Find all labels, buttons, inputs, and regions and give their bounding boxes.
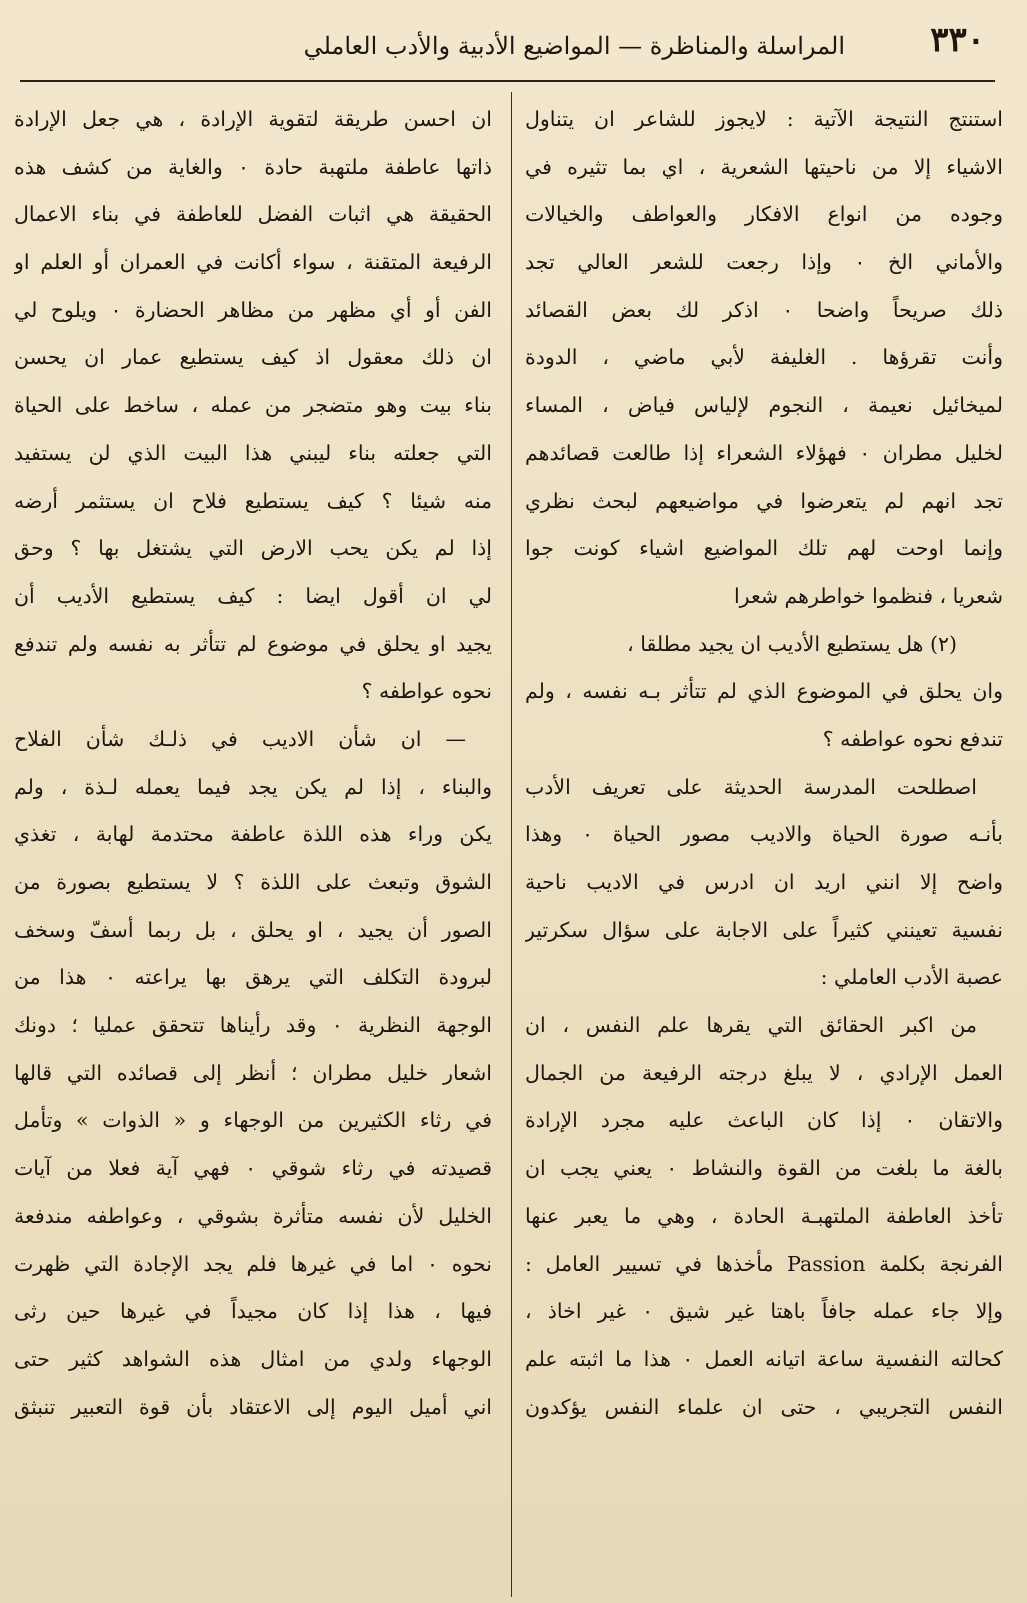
text-line: الاشياء إلا من ناحيتها الشعرية ، اي بما تثيره في bbox=[525, 154, 1003, 179]
text-line: وأنت تقرؤها . الغليفة لأبي ماضي ، الدودة bbox=[525, 345, 1003, 370]
text-line: ان ذلك معقول اذ كيف يستطيع عمار ان يحسن bbox=[14, 345, 492, 370]
text-line: نحوه ٠ اما في غيرها فلم يجد الإجادة التي ظهرت bbox=[14, 1251, 492, 1276]
page-number: ٣٣٠ bbox=[930, 20, 985, 60]
text-line: الرفيعة المتقنة ، سواء أكانت في العمران أو العلم او bbox=[14, 250, 492, 275]
text-line: الخليل لأن نفسه متأثرة بشوقي ، وعواطفه مندفعة bbox=[14, 1203, 492, 1228]
text-line: الشوق وتبعث على اللذة ؟ لا يستطيع بصورة من bbox=[14, 870, 492, 894]
text-line: نفسية تعينني كثيراً على الاجابة على سؤال سكرتير bbox=[525, 917, 1003, 942]
column-divider bbox=[511, 92, 512, 1597]
text-line: — ان شأن الاديب في ذلـك شأن الفلاح bbox=[14, 726, 466, 751]
text-line: نحوه عواطفه ؟ bbox=[361, 679, 492, 704]
text-line: الحقيقة هي اثبات الفضل للعاطفة في بناء الاعمال bbox=[14, 202, 492, 227]
left-column bbox=[14, 96, 492, 1431]
text-line: النفس التجريبي ، حتى ان علماء النفس يؤكدون bbox=[525, 1394, 1003, 1419]
text-line: ان احسن طريقة لتقوية الإرادة ، هي جعل الإرادة bbox=[14, 107, 492, 131]
text-line: يجيد او يحلق في موضوع لم تتأثر به نفسه ولم تندفع bbox=[14, 631, 492, 656]
text-line: الوجهاء ولدي من امثال هذه الشواهد كثير حتى bbox=[14, 1346, 492, 1371]
page-header bbox=[20, 18, 995, 78]
text-line: عصبة الأدب العاملي : bbox=[820, 965, 1003, 990]
text-line: والبناء ، إذا لم يكن يجد فيما يعمله لـذة ، ولم bbox=[14, 774, 492, 799]
text-line: ذاتها عاطفة ملتهبة حادة ٠ والغاية من كشف هذه bbox=[14, 154, 492, 179]
question-heading: (٢) هل يستطيع الأديب ان يجيد مطلقا ، bbox=[627, 631, 957, 656]
text-line: الصور أن يجيد ، او يحلق ، بل ربما أسفّ وسخف bbox=[14, 917, 492, 942]
text-line: والاتقان ٠ إذا كان الباعث عليه مجرد الإرادة bbox=[525, 1108, 1003, 1133]
text-line: قصيدته في رثاء شوقي ٠ فهي آية فعلا من آيات bbox=[14, 1156, 492, 1181]
text-line: يكن وراء هذه اللذة عاطفة محتدمة لهابة ، تغذي bbox=[14, 822, 492, 847]
text-line: الفن أو أي مظهر من مظاهر الحضارة ٠ ويلوح لي bbox=[14, 297, 492, 322]
text-line: العمل الإرادي ، لا يبلغ درجته الرفيعة من الجمال bbox=[525, 1060, 1003, 1085]
running-title: المراسلة والمناظرة — المواضيع الأدبية والأدب العاملي bbox=[303, 32, 845, 60]
text-line: وإلا جاء عمله جافاً باهتا غير شيق ٠ غير اخاذ ، bbox=[525, 1299, 1003, 1324]
text-line: لميخائيل نعيمة ، النجوم لإلياس فياض ، المساء bbox=[525, 393, 1003, 418]
text-line: بناء بيت وهو متضجر من عمله ، ساخط على الحياة bbox=[14, 393, 492, 418]
text-line: واضح إلا انني اريد ان ادرس في الاديب ناحية bbox=[525, 870, 1003, 894]
text-line: منه شيئا ؟ كيف يستطيع فلاح ان يستثمر أرضه bbox=[14, 488, 492, 513]
text-line: لخليل مطران ٠ فهؤلاء الشعراء إذا طالعت قصائدهم bbox=[525, 440, 1003, 465]
text-line: اشعار خليل مطران ؛ أنظر إلى قصائده التي قالها bbox=[14, 1060, 492, 1085]
text-line: لي ان أقول ايضا : كيف يستطيع الأديب أن bbox=[14, 583, 492, 608]
text-line: الوجهة النظرية ٠ وقد رأيناها تتحقق عمليا ؛ دونك bbox=[14, 1013, 492, 1038]
text-line: شعريا ، فنظموا خواطرهم شعرا bbox=[733, 583, 1003, 608]
text-line: تندفع نحوه عواطفه ؟ bbox=[822, 726, 1003, 751]
text-line: استنتج النتيجة الآتية : لايجوز للشاعر ان يتناول bbox=[525, 107, 1003, 131]
text-line: وجوده من انواع الافكار والعواطف والخيالات bbox=[525, 202, 1003, 227]
text-line: تأخذ العاطفة الملتهبـة الحادة ، وهي ما يعبر عنها bbox=[525, 1203, 1003, 1228]
text-line: إذا لم يكن يحب الارض التي يشتغل بها ؟ وحق bbox=[14, 536, 492, 561]
text-line: ذلك صريحاً واضحا ٠ اذكر لك بعض القصائد bbox=[525, 297, 1003, 322]
text-line: وإنما اوحت لهم تلك المواضيع اشياء كونت جوا bbox=[525, 536, 1003, 561]
text-line: لبرودة التكلف التي يرهق بها يراعته ٠ هذا من bbox=[14, 965, 492, 990]
text-line: الفرنجة بكلمة Passion مأخذها في تسيير العامل : bbox=[525, 1251, 1003, 1276]
text-line: فيها ، هذا إذا كان مجيداً في غيرها حين رثى bbox=[14, 1299, 492, 1324]
text-line: والأماني الخ ٠ وإذا رجعت للشعر العالي تجد bbox=[525, 250, 1003, 275]
text-line: وان يحلق في الموضوع الذي لم تتأثر بـه نفسه ، ولم bbox=[525, 679, 1003, 704]
text-line: تجد انهم لم يتعرضوا في مواضيعهم لبحث نظري bbox=[525, 488, 1003, 513]
text-line: اني أميل اليوم إلى الاعتقاد بأن قوة التعبير تنبثق bbox=[14, 1394, 492, 1419]
text-line: اصطلحت المدرسة الحديثة على تعريف الأدب bbox=[525, 774, 977, 799]
header-rule bbox=[20, 80, 995, 82]
text-line: بالغة ما بلغت من القوة والنشاط ٠ يعني يجب ان bbox=[525, 1156, 1003, 1181]
text-line: بأنـه صورة الحياة والاديب مصور الحياة ٠ وهذا bbox=[525, 822, 1003, 847]
right-column bbox=[525, 96, 1003, 1431]
text-line: التي جعلته بناء ليبني هذا البيت الذي لن يستفيد bbox=[14, 440, 492, 465]
text-line: في رثاء الكثيرين من الوجهاء و « الذوات » وتأمل bbox=[14, 1108, 492, 1133]
text-line: من اكبر الحقائق التي يقرها علم النفس ، ان bbox=[525, 1013, 977, 1038]
text-line: كحالته النفسية ساعة اتيانه العمل ٠ هذا ما اثبته علم bbox=[525, 1346, 1003, 1371]
